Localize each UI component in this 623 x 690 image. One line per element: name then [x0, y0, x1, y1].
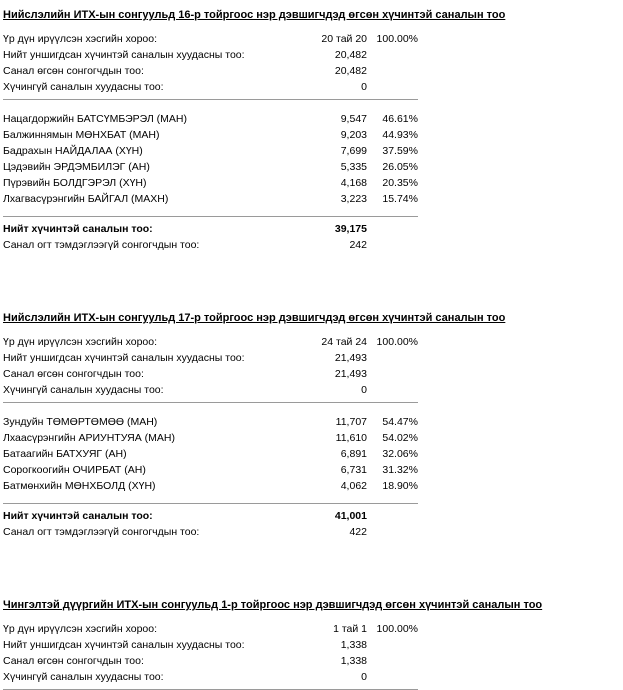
- stat-row-label: Хүчингүй саналын хуудасны тоо:: [3, 81, 164, 93]
- candidate-row-value: 5,335: [340, 161, 367, 173]
- stat-row-pct: 100.00%: [376, 623, 418, 635]
- candidate-row-value: 4,168: [340, 177, 367, 189]
- stat-row-value: 21,493: [334, 368, 367, 380]
- stat-row: [3, 63, 623, 79]
- total-valid-votes-row-label: Нийт хүчинтэй саналын тоо:: [3, 223, 153, 235]
- candidate-row-pct: 20.35%: [382, 177, 418, 189]
- stat-row: [3, 334, 623, 350]
- candidate-row: [3, 478, 623, 494]
- results-section: [3, 598, 623, 690]
- blank-ballots-row-value: 242: [349, 239, 367, 251]
- stat-row-value: 24 тай 24: [321, 336, 367, 348]
- candidate-row-label: Цэдэвийн ЭРДЭМБИЛЭГ (АН): [3, 161, 150, 173]
- candidate-row-label: Батмөнхийн МӨНХБОЛД (ХҮН): [3, 480, 156, 492]
- total-valid-votes-row: [3, 508, 623, 524]
- stat-row-label: Хүчингүй саналын хуудасны тоо:: [3, 671, 164, 683]
- total-valid-votes-row-label: Нийт хүчинтэй саналын тоо:: [3, 510, 153, 522]
- stat-row: [3, 79, 623, 95]
- stat-row: [3, 621, 623, 637]
- blank-ballots-row: [3, 237, 623, 253]
- results-section: [3, 311, 623, 540]
- candidate-row-value: 9,203: [340, 129, 367, 141]
- candidate-row-pct: 44.93%: [382, 129, 418, 141]
- candidate-row: [3, 127, 623, 143]
- candidate-row-pct: 31.32%: [382, 464, 418, 476]
- stat-row-label: Нийт уншигдсан хүчинтэй саналын хуудасны тоо:: [3, 639, 245, 651]
- candidate-row: [3, 430, 623, 446]
- results-page: [0, 8, 623, 690]
- stat-row-pct: 100.00%: [376, 33, 418, 45]
- stat-row-pct: 100.00%: [376, 336, 418, 348]
- total-valid-votes-row-value: 39,175: [334, 223, 367, 235]
- stat-row-value: 1 тай 1: [333, 623, 367, 635]
- stat-row-value: 1,338: [340, 655, 367, 667]
- candidate-row: [3, 191, 623, 207]
- stat-row-label: Үр дүн ирүүлсэн хэсгийн хороо:: [3, 623, 158, 635]
- stat-row-value: 0: [361, 384, 367, 396]
- candidate-row-label: Бадрахын НАЙДАЛАА (ХҮН): [3, 145, 143, 157]
- candidate-row-label: Нацагдоржийн БАТСҮМБЭРЭЛ (МАН): [3, 113, 187, 125]
- total-valid-votes-row: [3, 221, 623, 237]
- candidate-row-value: 6,731: [340, 464, 367, 476]
- stat-row-label: Нийт уншигдсан хүчинтэй саналын хуудасны тоо:: [3, 352, 245, 364]
- stat-row-label: Санал өгсөн сонгогчдын тоо:: [3, 655, 144, 667]
- section-title: Чингэлтэй дүүргийн ИТХ-ын сонгуульд 1-р тойргоос нэр дэвшигчдэд өгсөн хүчинтэй саналын тоо: [3, 599, 543, 611]
- stat-row: [3, 653, 623, 669]
- stat-row-value: 0: [361, 81, 367, 93]
- candidate-row-pct: 46.61%: [382, 113, 418, 125]
- candidate-row-label: Лхагвасүрэнгийн БАЙГАЛ (МАХН): [3, 193, 169, 205]
- candidate-row-pct: 15.74%: [382, 193, 418, 205]
- stat-row: [3, 669, 623, 685]
- stat-row-value: 21,493: [334, 352, 367, 364]
- stat-row: [3, 382, 623, 398]
- stat-row-label: Үр дүн ирүүлсэн хэсгийн хороо:: [3, 33, 158, 45]
- stat-row-value: 20,482: [334, 65, 367, 77]
- blank-ballots-row-label: Санал огт тэмдэглээгүй сонгогчдын тоо:: [3, 526, 200, 538]
- stat-row: [3, 47, 623, 63]
- section-title: Нийслэлийн ИТХ-ын сонгуульд 16-р тойргоос нэр дэвшигчдэд өгсөн хүчинтэй саналын тоо: [3, 9, 506, 21]
- candidate-row-pct: 54.02%: [382, 432, 418, 444]
- candidate-row-pct: 18.90%: [382, 480, 418, 492]
- candidate-row-value: 4,062: [340, 480, 367, 492]
- stat-row: [3, 350, 623, 366]
- candidate-row-pct: 26.05%: [382, 161, 418, 173]
- stat-row-value: 20,482: [334, 49, 367, 61]
- stat-row-value: 1,338: [340, 639, 367, 651]
- stat-row: [3, 637, 623, 653]
- stat-row-label: Хүчингүй саналын хуудасны тоо:: [3, 384, 164, 396]
- stat-row-label: Санал өгсөн сонгогчдын тоо:: [3, 368, 144, 380]
- candidate-row-label: Лхаасүрэнгийн АРИУНТУЯА (МАН): [3, 432, 175, 444]
- stat-row: [3, 31, 623, 47]
- candidate-row-label: Зундуйн ТӨМӨРТӨМӨӨ (МАН): [3, 416, 158, 428]
- candidate-row-value: 11,610: [335, 432, 367, 444]
- candidate-row-pct: 54.47%: [382, 416, 418, 428]
- candidate-row: [3, 143, 623, 159]
- stat-row: [3, 366, 623, 382]
- stat-row-value: 0: [361, 671, 367, 683]
- candidate-row-label: Сорогкоогийн ОЧИРБАТ (АН): [3, 464, 146, 476]
- candidate-row-pct: 32.06%: [382, 448, 418, 460]
- results-section: [3, 8, 623, 253]
- candidate-row: [3, 175, 623, 191]
- stat-row-label: Санал өгсөн сонгогчдын тоо:: [3, 65, 144, 77]
- total-valid-votes-row-value: 41,001: [334, 510, 367, 522]
- candidate-row: [3, 111, 623, 127]
- blank-ballots-row-value: 422: [349, 526, 367, 538]
- candidate-row-value: 9,547: [340, 113, 367, 125]
- blank-ballots-row: [3, 524, 623, 540]
- candidate-row-value: 6,891: [340, 448, 367, 460]
- blank-ballots-row-label: Санал огт тэмдэглээгүй сонгогчдын тоо:: [3, 239, 200, 251]
- candidate-row: [3, 159, 623, 175]
- candidate-row: [3, 446, 623, 462]
- candidate-row-value: 7,699: [340, 145, 367, 157]
- candidate-row-label: Пүрэвийн БОЛДГЭРЭЛ (ХҮН): [3, 177, 147, 189]
- stat-row-label: Нийт уншигдсан хүчинтэй саналын хуудасны тоо:: [3, 49, 245, 61]
- candidate-row-value: 3,223: [340, 193, 367, 205]
- section-title: Нийслэлийн ИТХ-ын сонгуульд 17-р тойргоос нэр дэвшигчдэд өгсөн хүчинтэй саналын тоо: [3, 312, 506, 324]
- candidate-row: [3, 462, 623, 478]
- stat-row-value: 20 тай 20: [321, 33, 367, 45]
- candidate-row: [3, 414, 623, 430]
- candidate-row-value: 11,707: [335, 416, 367, 428]
- candidate-row-pct: 37.59%: [382, 145, 418, 157]
- candidate-row-label: Балжиннямын МӨНХБАТ (МАН): [3, 129, 160, 141]
- candidate-row-label: Батаагийн БАТХУЯГ (АН): [3, 448, 127, 460]
- stat-row-label: Үр дүн ирүүлсэн хэсгийн хороо:: [3, 336, 158, 348]
